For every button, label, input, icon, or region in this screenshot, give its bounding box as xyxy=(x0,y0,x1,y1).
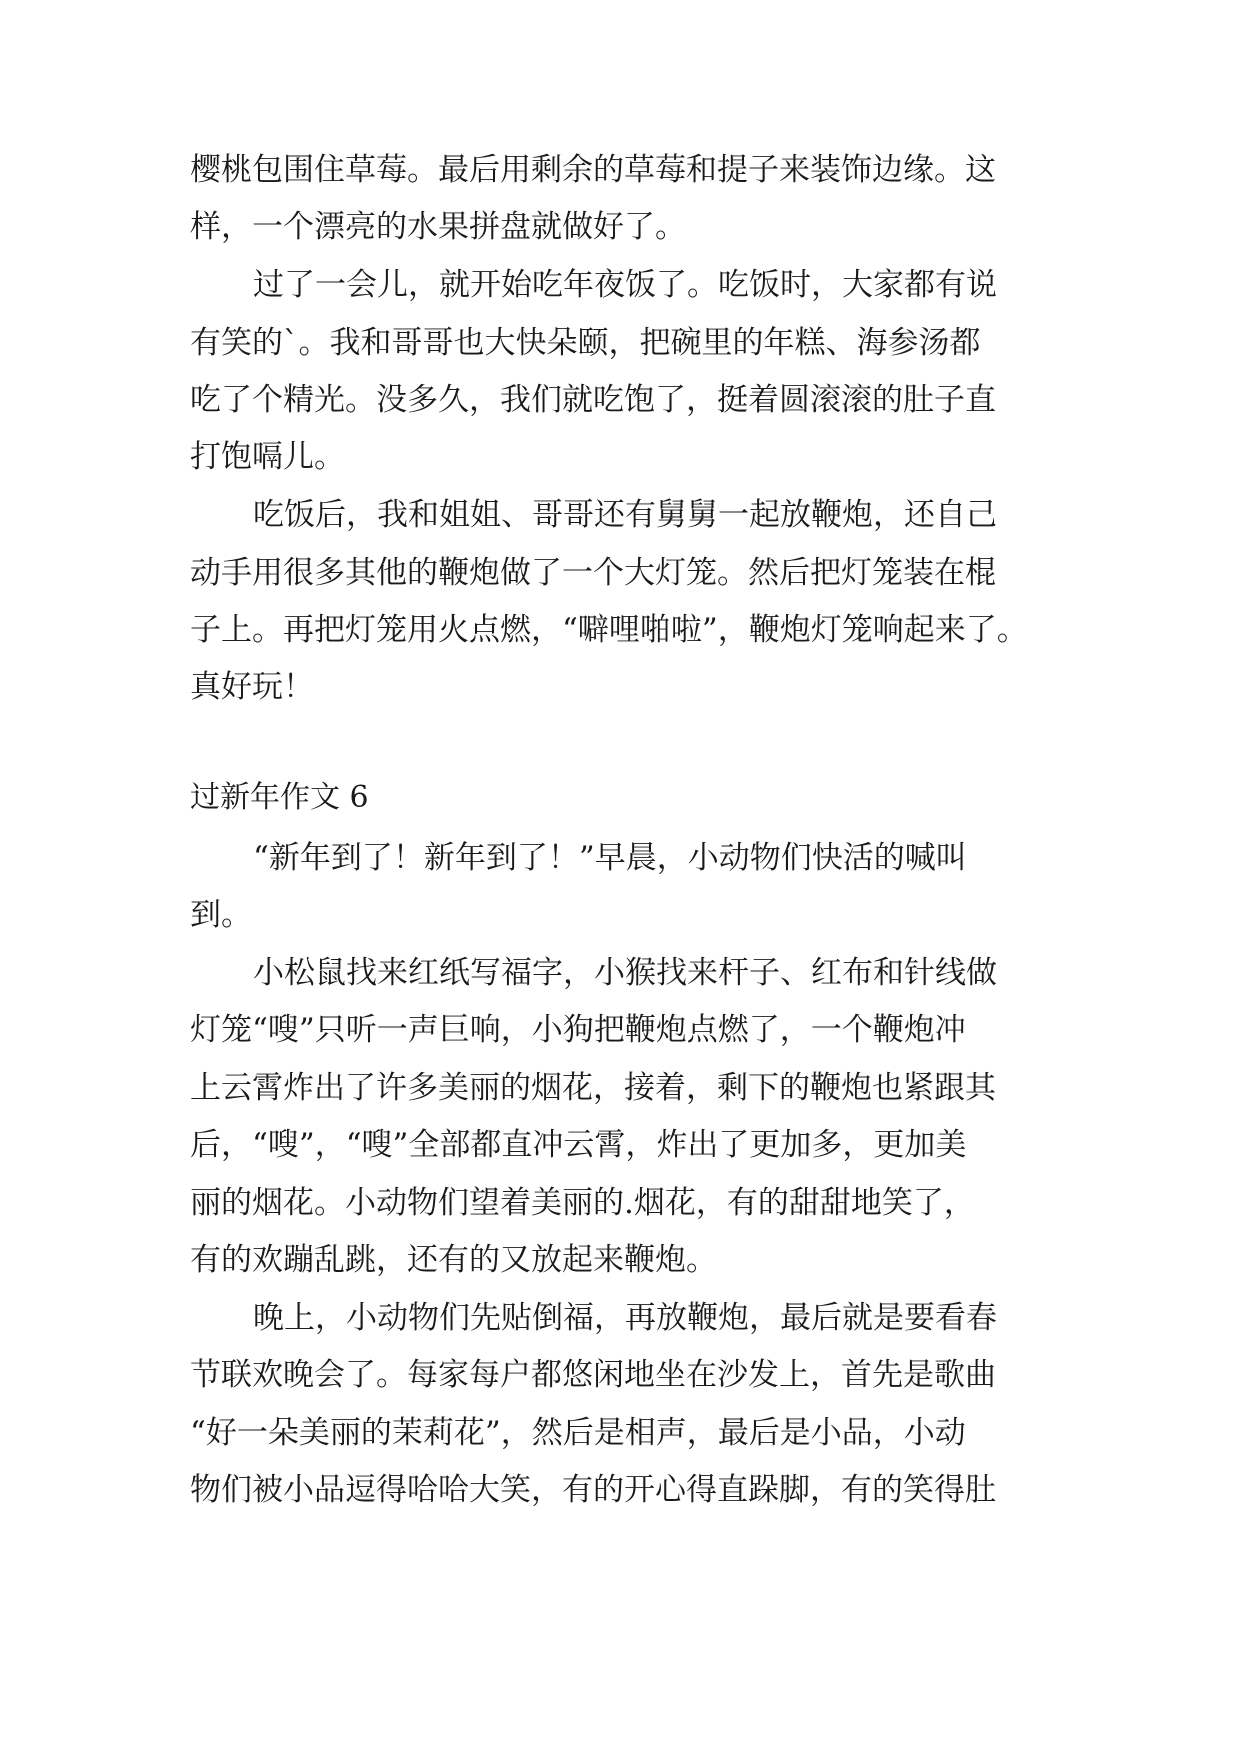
text-line: 打饱嗝儿。 xyxy=(190,439,345,475)
text-line: 动手用很多其他的鞭炮做了一个大灯笼。然后把灯笼装在棍 xyxy=(190,555,996,591)
text-line: 样，一个漂亮的水果拼盘就做好了。 xyxy=(190,209,686,245)
text-line: 到。 xyxy=(190,897,252,933)
text-line: 子上。再把灯笼用火点燃，“噼哩啪啦”，鞭炮灯笼响起来了。 xyxy=(190,612,1028,648)
text-line: 有笑的`。我和哥哥也大快朵颐，把碗里的年糕、海参汤都 xyxy=(190,325,981,361)
text-line: 后，“嗖”，“嗖”全部都直冲云霄，炸出了更加多，更加美 xyxy=(190,1127,967,1163)
text-line: “好一朵美丽的茉莉花”，然后是相声，最后是小品，小动 xyxy=(190,1415,966,1451)
text-line: 有的欢蹦乱跳，还有的又放起来鞭炮。 xyxy=(190,1242,717,1278)
text-line: 上云霄炸出了许多美丽的烟花，接着，剩下的鞭炮也紧跟其 xyxy=(190,1070,996,1106)
text-line: 灯笼“嗖”只听一声巨响，小狗把鞭炮点燃了，一个鞭炮冲 xyxy=(190,1012,966,1048)
text-line: 樱桃包围住草莓。最后用剩余的草莓和提子来装饰边缘。这 xyxy=(190,152,996,188)
text-line: 吃饭后，我和姐姐、哥哥还有舅舅一起放鞭炮，还自己 xyxy=(253,497,997,533)
text-line: 节联欢晚会了。每家每户都悠闲地坐在沙发上，首先是歌曲 xyxy=(190,1357,996,1393)
text-line: 过了一会儿，就开始吃年夜饭了。吃饭时，大家都有说 xyxy=(253,267,997,303)
essay-title: 过新年作文 6 xyxy=(190,780,369,815)
text-line: 吃了个精光。没多久，我们就吃饱了，挺着圆滚滚的肚子直 xyxy=(190,382,996,418)
text-line: 晚上，小动物们先贴倒福，再放鞭炮，最后就是要看春 xyxy=(253,1300,997,1336)
text-line: 真好玩！ xyxy=(190,669,314,705)
text-line: 丽的烟花。小动物们望着美丽的.烟花，有的甜甜地笑了， xyxy=(190,1185,975,1221)
text-line: “新年到了！新年到了！”早晨，小动物们快活的喊叫 xyxy=(253,840,967,876)
text-line: 小松鼠找来红纸写福字，小猴找来杆子、红布和针线做 xyxy=(253,955,997,991)
text-line: 物们被小品逗得哈哈大笑，有的开心得直跺脚，有的笑得肚 xyxy=(190,1472,996,1508)
